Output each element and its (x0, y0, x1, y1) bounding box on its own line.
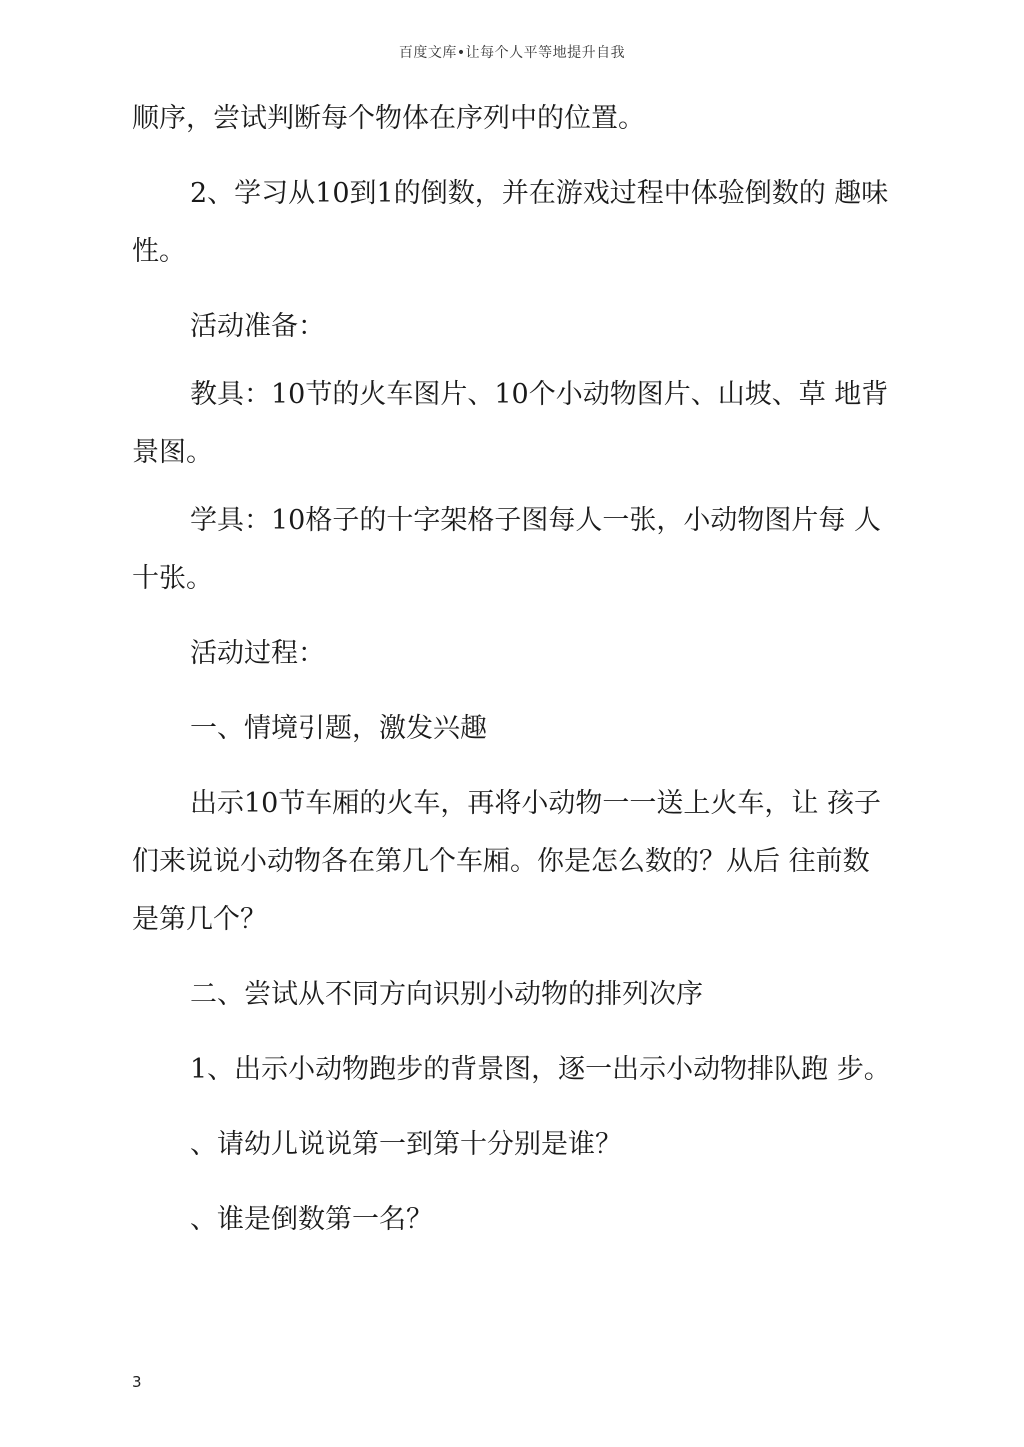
heading-section-two: 二、尝试从不同方向识别小动物的排列次序 (190, 979, 703, 1010)
page-number: 3 (132, 1373, 142, 1391)
paragraph-running-scene: 1、出示小动物跑步的背景图，逐一出示小动物排队跑 步。 (190, 1054, 891, 1085)
paragraph-teaching-aids: 教具：10节的火车图片、10个小动物图片、山坡、草 地背景图。 (132, 379, 889, 468)
heading-process: 活动过程： (190, 638, 325, 669)
paragraph-order-continued: 顺序，尝试判断每个物体在序列中的位置。 (132, 103, 645, 134)
document-body (132, 90, 896, 1249)
page-header: 百度文库•让每个人平等地提升自我 (398, 45, 626, 61)
heading-section-one: 一、情境引题，激发兴趣 (190, 713, 487, 744)
paragraph-question-last-place: 、谁是倒数第一名？ (190, 1204, 433, 1235)
paragraph-goal-countdown: 2、学习从10到1的倒数，并在游戏过程中体验倒数的 趣味性。 (132, 178, 889, 267)
heading-preparation: 活动准备： (190, 311, 325, 342)
paragraph-train-activity: 出示10节车厢的火车，再将小动物一一送上火车，让 孩子们来说说小动物各在第几个车厢。你是怎么数的？从后 往前数是第几个？ (132, 788, 881, 935)
paragraph-learning-aids: 学具：10格子的十字架格子图每人一张，小动物图片每 人十张。 (132, 505, 881, 594)
paragraph-question-first-to-tenth: 、请幼儿说说第一到第十分别是谁？ (190, 1129, 622, 1160)
